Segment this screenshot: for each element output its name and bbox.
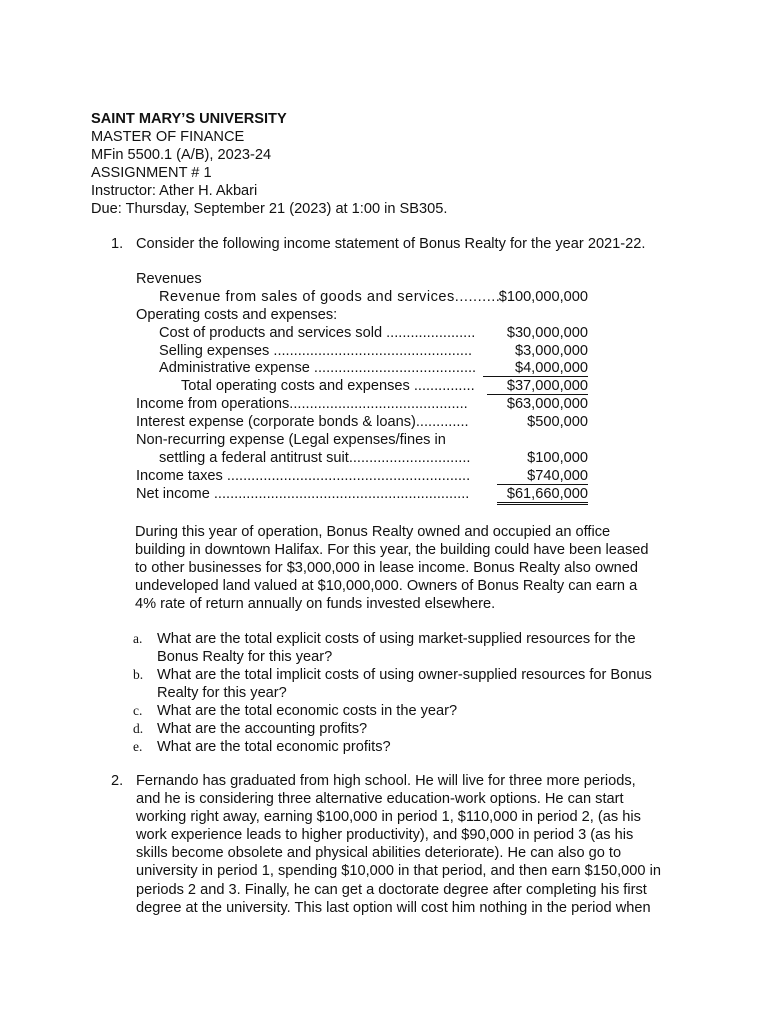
subquestion-line: Realty for this year? [157, 685, 287, 701]
statement-row [136, 289, 606, 307]
question-line: periods 2 and 3. Finally, he can get a doctorate degree after completing his first [136, 881, 647, 898]
subquestion-letter: a. [133, 631, 143, 646]
statement-amount: $100,000 [527, 449, 588, 466]
question-line: skills become obsolete and physical abilities deteriorate). He can also go to [136, 845, 622, 862]
statement-row [136, 432, 606, 450]
statement-label: Administrative expense ........................................ [159, 360, 477, 377]
statement-row [136, 271, 606, 289]
statement-row [136, 450, 606, 468]
subquestion-letter: b. [133, 667, 144, 682]
statement-amount: $61,660,000 [497, 486, 588, 505]
statement-amount: $100,000,000 [498, 288, 588, 305]
question-2 [111, 772, 661, 917]
statement-row [136, 468, 606, 486]
assignment-title: ASSIGNMENT # 1 [91, 165, 212, 181]
program-name: MASTER OF FINANCE [91, 129, 245, 145]
statement-amount: $500,000 [527, 414, 588, 431]
statement-row [136, 325, 606, 343]
statement-amount: $37,000,000 [487, 378, 588, 395]
subquestion-d [133, 720, 652, 738]
subquestion-line: What are the total implicit costs of using owner-supplied resources for Bonus [157, 667, 652, 683]
subquestion-line: What are the total explicit costs of using market-supplied resources for the [157, 631, 636, 647]
question-1-subquestions [133, 630, 652, 756]
paragraph-line: undeveloped land valued at $10,000,000. Owners of Bonus Realty can earn a [135, 578, 638, 594]
question-line: work experience leads to higher productivity), and $90,000 in period 3 (as his [136, 827, 634, 844]
statement-label: Selling expenses ................................................. [159, 342, 473, 359]
statement-row [136, 343, 606, 361]
question-number: 2. [111, 773, 124, 789]
statement-label: Interest expense (corporate bonds & loans)............. [136, 414, 469, 431]
question-line: Fernando has graduated from high school. He will live for three more periods, [136, 773, 636, 789]
subquestion-line: What are the total economic profits? [157, 739, 391, 755]
subquestion-letter: d. [133, 721, 144, 736]
subquestion-letter: c. [133, 703, 143, 718]
statement-amount: $30,000,000 [506, 324, 588, 341]
subquestion-line: Bonus Realty for this year? [157, 649, 333, 665]
paragraph-line: to other businesses for $3,000,000 in lease income. Bonus Realty also owned [135, 560, 638, 576]
course-code: MFin 5500.1 (A/B), 2023-24 [91, 147, 272, 163]
subquestion-c [133, 702, 652, 720]
statement-label: Non-recurring expense (Legal expenses/fines in [136, 432, 446, 449]
statement-label: Operating costs and expenses: [136, 306, 338, 323]
paragraph-line: During this year of operation, Bonus Realty owned and occupied an office [135, 524, 611, 540]
question-line: and he is considering three alternative education-work options. He can start [136, 791, 624, 808]
subquestion-line: What are the accounting profits? [157, 721, 368, 737]
statement-label: Cost of products and services sold ...................... [159, 324, 476, 341]
subquestion-a [133, 630, 652, 666]
university-name: SAINT MARY’S UNIVERSITY [91, 111, 287, 127]
statement-row [136, 414, 606, 432]
subquestion-line: What are the total economic costs in the year? [157, 703, 458, 719]
statement-row [136, 307, 606, 325]
question-line: working right away, earning $100,000 in period 1, $110,000 in period 2, (as his [136, 809, 641, 826]
statement-amount: $4,000,000 [483, 360, 588, 377]
statement-row [136, 396, 606, 414]
instructor-line: Instructor: Ather H. Akbari [91, 183, 258, 199]
statement-label: Net income ............................................................... [136, 485, 470, 502]
question-text: Consider the following income statement of Bonus Realty for the year 2021-22. [136, 236, 646, 252]
question-line: degree at the university. This last option will cost him nothing in the period when [136, 899, 651, 916]
question-2-first-line [111, 772, 661, 790]
statement-label: Income from operations............................................ [136, 396, 468, 413]
statement-row [136, 486, 606, 504]
statement-row [136, 378, 606, 396]
statement-label: settling a federal antitrust suit.............................. [159, 449, 471, 466]
statement-label: Revenues [136, 271, 202, 287]
subquestion-b [133, 666, 652, 702]
paragraph-line: 4% rate of return annually on funds invested elsewhere. [135, 596, 496, 612]
document-header [91, 110, 447, 218]
question-line: university in period 1, spending $10,000 in that period, and then earn $150,000 in [136, 863, 661, 880]
statement-label: Income taxes ............................................................ [136, 467, 471, 484]
paragraph-line: building in downtown Halifax. For this year, the building could have been leased [135, 542, 649, 558]
question-number: 1. [111, 236, 124, 252]
statement-amount: $63,000,000 [506, 396, 588, 413]
statement-label: Total operating costs and expenses ............... [181, 378, 475, 395]
subquestion-e [133, 738, 652, 756]
subquestion-letter: e. [133, 739, 143, 754]
due-date-line: Due: Thursday, September 21 (2023) at 1:00 in SB305. [91, 201, 448, 217]
statement-amount: $3,000,000 [514, 342, 588, 359]
question-1-prompt [111, 235, 645, 253]
statement-amount: $740,000 [497, 468, 588, 485]
income-statement [136, 271, 606, 504]
statement-label: Revenue from sales of goods and services.......... [159, 288, 501, 305]
question-1-paragraph [135, 523, 695, 613]
statement-row [136, 360, 606, 378]
